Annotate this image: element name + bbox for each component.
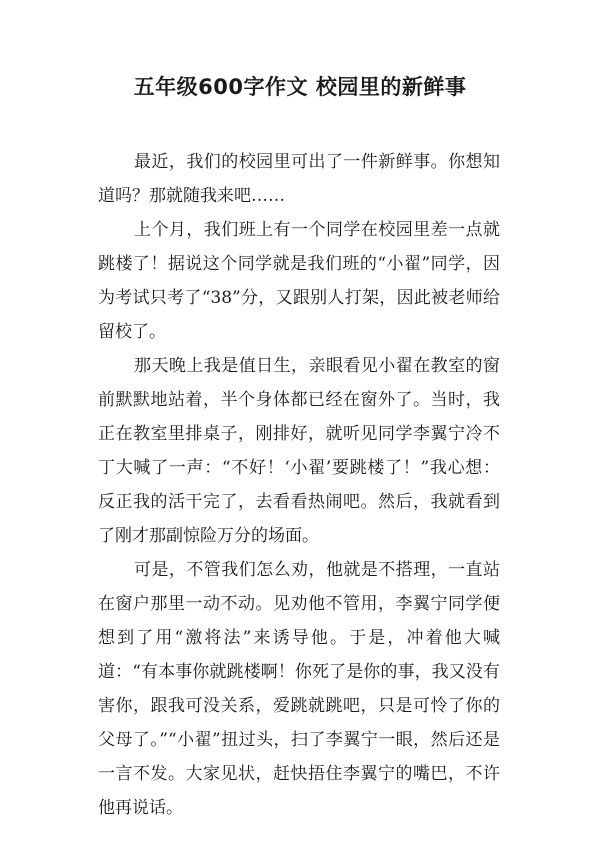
document-body: [98, 145, 500, 825]
paragraph: 可是，不管我们怎么劝，他就是不搭理，一直站在窗户那里一动不动。见劝他不管用，李翼宁同学便想到了用“激将法”来诱导他。于是，冲着他大喊道：“有本事你就跳楼啊！你死了是你的事，我又没有害你，跟我可没关系，爱跳就跳吧，只是可怜了你的父母了。”“小翟”扭过头，扫了李翼宁一眼，然后还是一言不发。大家见状，赶快捂住李翼宁的嘴巴，不许他再说话。: [98, 560, 500, 818]
paragraph: 那天晚上我是值日生，亲眼看见小翟在教室的窗前默默地站着，半个身体都已经在窗外了。当时，我正在教室里排桌子，刚排好，就听见同学李翼宁冷不丁大喊了一声：“不好！‘小翟’要跳楼了！”我心想：反正我的活干完了，去看看热闹吧。然后，我就看到了刚才那副惊险万分的场面。: [98, 356, 500, 546]
paragraph: 上个月，我们班上有一个同学在校园里差一点就跳楼了！据说这个同学就是我们班的“小翟”同学，因为考试只考了“38”分，又跟别人打架，因此被老师给留校了。: [98, 220, 500, 342]
paragraph: 最近，我们的校园里可出了一件新鲜事。你想知道吗？那就随我来吧……: [98, 152, 500, 206]
document-title: 五年级600字作文 校园里的新鲜事: [133, 75, 467, 99]
